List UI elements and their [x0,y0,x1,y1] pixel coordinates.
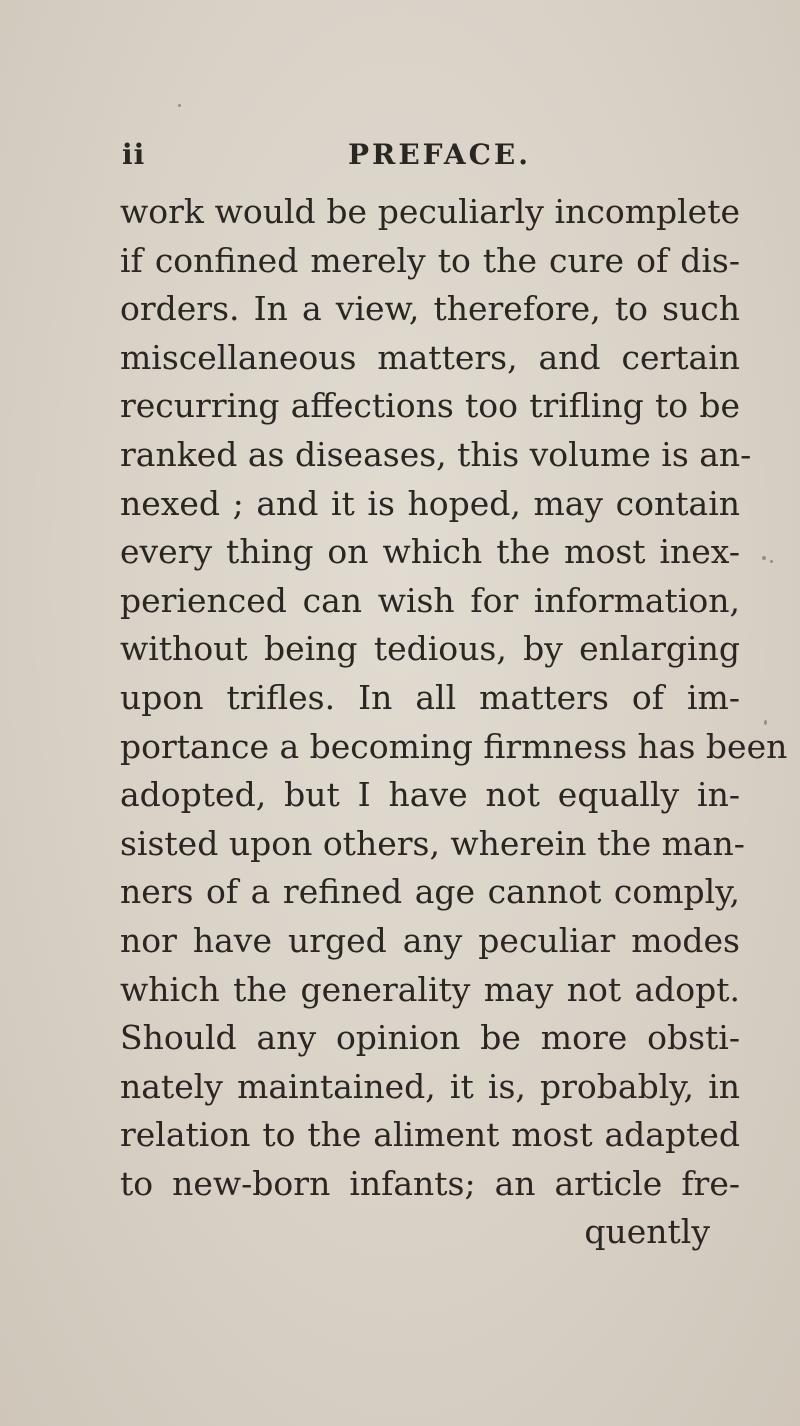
text-line: perienced can wish for information, [120,580,740,620]
text-line: nor have urged any peculiar modes [120,920,740,960]
text-line: ners of a refined age cannot comply, [120,872,740,912]
body-text [120,188,788,1257]
paper-speck [178,104,181,107]
text-line: Should any opinion be more obsti- [120,1018,740,1058]
text-line: nexed ; and it is hoped, may contain [120,483,740,523]
text-line: without being tedious, by enlarging [120,629,740,669]
text-line: every thing on which the most inex- [120,532,740,572]
text-line: sisted upon others, wherein the man- [120,823,745,863]
text-line: miscellaneous matters, and certain [120,337,740,377]
text-line: work would be peculiarly incomplete [120,192,740,231]
text-line: if confined merely to the cure of dis- [120,240,740,280]
text-line: adopted, but I have not equally in- [120,775,740,815]
paper-speck [770,560,773,563]
text-line: upon trifles. In all matters of im- [120,677,740,717]
paper-speck [764,720,767,725]
paper-speck [762,556,766,560]
text-line: orders. In a view, therefore, to such [120,289,740,329]
text-line: recurring affections too trifling to be [120,386,740,426]
page-header [122,138,682,178]
text-line: nately maintained, it is, probably, in [120,1066,740,1106]
text-line: to new-born infants; an article fre- [120,1163,740,1203]
text-line: relation to the aliment most adapted [120,1115,740,1155]
running-head: PREFACE. [348,138,532,171]
text-line: ranked as diseases, this volume is an- [120,434,752,474]
catchword: quently [584,1212,710,1252]
page-number: ii [122,138,146,171]
text-line: portance a becoming firmness has been [120,726,788,766]
text-line: which the generality may not adopt. [120,969,740,1009]
